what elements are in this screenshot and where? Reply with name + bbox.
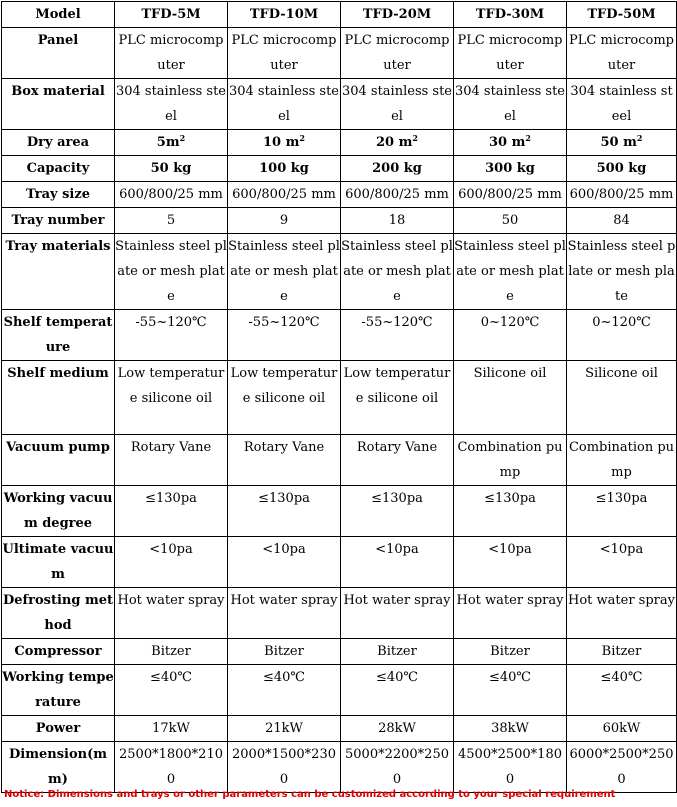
unit-superscript: 2 (525, 133, 531, 143)
spec-value: 38kW (454, 716, 567, 742)
spec-value: 600/800/25 mm (115, 182, 228, 208)
spec-value: 6000*2500*2500 (567, 742, 677, 793)
model-header: TFD-10M (228, 2, 341, 28)
spec-value: <10pa (454, 537, 567, 588)
spec-value-text: 30 m (489, 135, 526, 150)
spec-value: ≤40℃ (228, 665, 341, 716)
spec-value: PLC microcomputer (567, 28, 677, 79)
spec-value: 304 stainless steel (567, 79, 677, 130)
row-label: Dimension(mm) (2, 742, 115, 793)
spec-value: Silicone oil (567, 361, 677, 435)
spec-value (454, 130, 567, 156)
spec-value: 600/800/25 mm (454, 182, 567, 208)
spec-value: ≤130pa (567, 486, 677, 537)
spec-value: PLC microcomputer (115, 28, 228, 79)
spec-value: ≤130pa (228, 486, 341, 537)
spec-value: ≤40℃ (341, 665, 454, 716)
spec-value: 21kW (228, 716, 341, 742)
spec-row (2, 182, 677, 208)
spec-row (2, 156, 677, 182)
spec-value (115, 130, 228, 156)
spec-value: 84 (567, 208, 677, 234)
spec-value: 500 kg (567, 156, 677, 182)
spec-body (2, 28, 677, 793)
spec-value: ≤130pa (341, 486, 454, 537)
spec-value: 60kW (567, 716, 677, 742)
row-label: Ultimate vacuum (2, 537, 115, 588)
spec-value: Combination pump (567, 435, 677, 486)
spec-value: ≤40℃ (454, 665, 567, 716)
spec-value (341, 130, 454, 156)
spec-value: Low temperature silicone oil (228, 361, 341, 435)
spec-value: 600/800/25 mm (567, 182, 677, 208)
spec-row (2, 742, 677, 793)
spec-value: Silicone oil (454, 361, 567, 435)
spec-value: 100 kg (228, 156, 341, 182)
spec-value: Stainless steel plate or mesh plate (567, 234, 677, 310)
spec-value: -55~120℃ (228, 310, 341, 361)
spec-row (2, 130, 677, 156)
spec-value: Low temperature silicone oil (341, 361, 454, 435)
spec-value-text: 10 m (263, 135, 300, 150)
spec-row (2, 665, 677, 716)
spec-row (2, 310, 677, 361)
model-header: TFD-20M (341, 2, 454, 28)
spec-value: <10pa (341, 537, 454, 588)
row-label: Tray size (2, 182, 115, 208)
spec-value: ≤40℃ (115, 665, 228, 716)
row-label: Vacuum pump (2, 435, 115, 486)
spec-value: 18 (341, 208, 454, 234)
spec-value: -55~120℃ (341, 310, 454, 361)
spec-value: Hot water spray (454, 588, 567, 639)
row-label: Dry area (2, 130, 115, 156)
row-label: Shelf temperature (2, 310, 115, 361)
spec-row (2, 28, 677, 79)
row-label: Shelf medium (2, 361, 115, 435)
row-label: Capacity (2, 156, 115, 182)
spec-value: Bitzer (228, 639, 341, 665)
spec-value: 600/800/25 mm (228, 182, 341, 208)
spec-value: 28kW (341, 716, 454, 742)
spec-value: 304 stainless steel (454, 79, 567, 130)
spec-value: 4500*2500*1800 (454, 742, 567, 793)
spec-value: 304 stainless steel (228, 79, 341, 130)
unit-superscript: 2 (412, 133, 418, 143)
spec-value: 5000*2200*2500 (341, 742, 454, 793)
spec-value: <10pa (115, 537, 228, 588)
spec-row (2, 588, 677, 639)
spec-row (2, 486, 677, 537)
spec-value: ≤130pa (454, 486, 567, 537)
spec-value: Stainless steel plate or mesh plate (454, 234, 567, 310)
spec-row (2, 361, 677, 435)
row-label: Tray materials (2, 234, 115, 310)
spec-value: <10pa (567, 537, 677, 588)
spec-value: Bitzer (341, 639, 454, 665)
spec-value: 0~120℃ (567, 310, 677, 361)
spec-table (1, 1, 677, 793)
spec-row (2, 435, 677, 486)
row-label: Tray number (2, 208, 115, 234)
spec-value: Hot water spray (341, 588, 454, 639)
spec-value: ≤40℃ (567, 665, 677, 716)
spec-row (2, 537, 677, 588)
customization-notice: Notice: Dimensions and trays or other parameters can be customized according to your special requirement (4, 789, 616, 800)
spec-value: Combination pump (454, 435, 567, 486)
row-label: Defrosting method (2, 588, 115, 639)
row-label: Working temperature (2, 665, 115, 716)
spec-row (2, 639, 677, 665)
spec-value: 9 (228, 208, 341, 234)
spec-value: Hot water spray (228, 588, 341, 639)
spec-value: Hot water spray (567, 588, 677, 639)
model-header: TFD-50M (567, 2, 677, 28)
spec-value: -55~120℃ (115, 310, 228, 361)
spec-value: 304 stainless steel (115, 79, 228, 130)
spec-value: 50 kg (115, 156, 228, 182)
spec-value: 2000*1500*2300 (228, 742, 341, 793)
row-label: Compressor (2, 639, 115, 665)
spec-value: PLC microcomputer (341, 28, 454, 79)
spec-value: Rotary Vane (115, 435, 228, 486)
header-label: Model (2, 2, 115, 28)
spec-row (2, 208, 677, 234)
row-label: Box material (2, 79, 115, 130)
spec-value: Low temperature silicone oil (115, 361, 228, 435)
spec-row (2, 79, 677, 130)
spec-value: Stainless steel plate or mesh plate (341, 234, 454, 310)
spec-value (567, 130, 677, 156)
spec-value: 17kW (115, 716, 228, 742)
spec-value: 304 stainless steel (341, 79, 454, 130)
spec-value: Bitzer (454, 639, 567, 665)
header-row (2, 2, 677, 28)
spec-row (2, 234, 677, 310)
spec-value: PLC microcomputer (454, 28, 567, 79)
spec-value: <10pa (228, 537, 341, 588)
spec-value: Rotary Vane (341, 435, 454, 486)
spec-row (2, 716, 677, 742)
spec-value: 50 (454, 208, 567, 234)
spec-value: 600/800/25 mm (341, 182, 454, 208)
spec-value: Bitzer (567, 639, 677, 665)
spec-value: 5 (115, 208, 228, 234)
spec-value: Hot water spray (115, 588, 228, 639)
spec-value: Bitzer (115, 639, 228, 665)
model-header: TFD-5M (115, 2, 228, 28)
model-header: TFD-30M (454, 2, 567, 28)
spec-value: ≤130pa (115, 486, 228, 537)
spec-value: Stainless steel plate or mesh plate (115, 234, 228, 310)
spec-value-text: 20 m (376, 135, 413, 150)
unit-superscript: 2 (299, 133, 305, 143)
spec-value: 0~120℃ (454, 310, 567, 361)
unit-superscript: 2 (636, 133, 643, 143)
row-label: Panel (2, 28, 115, 79)
spec-value: Rotary Vane (228, 435, 341, 486)
row-label: Power (2, 716, 115, 742)
spec-value: 2500*1800*2100 (115, 742, 228, 793)
spec-value-text: 50 m (600, 135, 637, 150)
spec-value-text: 5m (156, 135, 180, 150)
spec-value: 300 kg (454, 156, 567, 182)
spec-value: Stainless steel plate or mesh plate (228, 234, 341, 310)
spec-value: 200 kg (341, 156, 454, 182)
row-label: Working vacuum degree (2, 486, 115, 537)
spec-value (228, 130, 341, 156)
spec-value: PLC microcomputer (228, 28, 341, 79)
unit-superscript: 2 (179, 133, 186, 143)
